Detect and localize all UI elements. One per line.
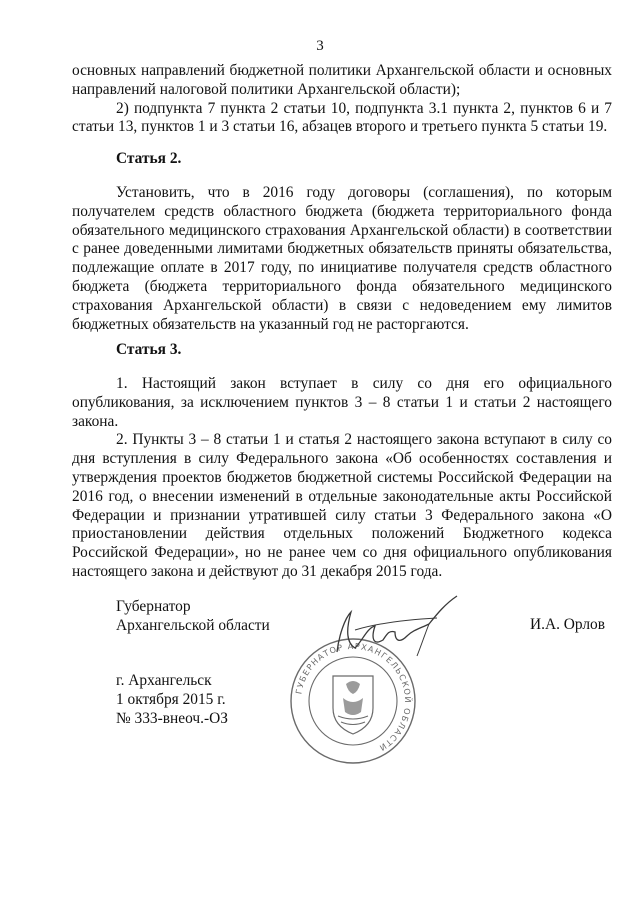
law-date: 1 октября 2015 г.	[116, 690, 226, 708]
signature-title-line-2: Архангельской области	[116, 616, 270, 634]
page-number: 3	[316, 38, 324, 54]
law-number: № 333-внеоч.-ОЗ	[116, 709, 228, 727]
place-date-block	[116, 672, 228, 728]
seal-text: ГУБЕРНАТОР АРХАНГЕЛЬСКОЙ ОБЛАСТИ	[293, 640, 414, 754]
signatory-name: И.А. Орлов	[530, 616, 606, 633]
article-2-body	[72, 184, 612, 334]
article-3-body	[72, 375, 612, 582]
article-2-heading: Статья 2.	[116, 150, 182, 167]
article-3-paragraph-2: 2. Пункты 3 – 8 статьи 1 и статья 2 настоящего закона вступают в силу со дня вступления в силу Федерального закона «Об особенностях составления и утверждения проектов бюджетов бюджетной системы Российской Федерации на 2016 год, о внесении изменений в отдельные законодательные акты Российской Федерации и признании утратившей силу статьи 3 Федерального закона «О приостановлении действия отдельных положений Бюджетного кодекса Российской Федерации», но не ранее чем со дня официального опубликования настоящего закона и действуют до 31 декабря 2015 года.	[72, 431, 612, 580]
article-3-heading: Статья 3.	[116, 341, 182, 358]
signature-title-line-1: Губернатор	[116, 598, 191, 615]
article-3-paragraph-1: 1. Настоящий закон вступает в силу со дня его официального опубликования, за исключением пунктов 3 – 8 статьи 1 и статьи 2 настоящего закона.	[72, 375, 612, 430]
handwritten-signature-icon	[325, 590, 475, 670]
continuation-block	[72, 62, 612, 137]
continuation-item-2: 2) подпункта 7 пункта 2 статьи 10, подпункта 3.1 пункта 2, пунктов 6 и 7 статьи 13, пунктов 1 и 3 статьи 16, абзацев второго и третьего пункта 5 статьи 19.	[72, 99, 612, 136]
article-2-paragraph: Установить, что в 2016 году договоры (соглашения), по которым получателем средств областного бюджета (бюджета территориального фонда обязательного медицинского страхования Архангельской области) в соответствии с ранее доведенными лимитами бюджетных обязательств приняты обязательства, подлежащие оплате в 2017 году, по инициативе получателя средств областного бюджета (бюджета территориального фонда обязательного медицинского страхования Архангельской области) в связи с недоведением ему лимитов бюджетных обязательств на указанный год не расторгаются.	[72, 184, 612, 333]
place-city: г. Архангельск	[116, 672, 212, 689]
continuation-line: основных направлений бюджетной политики Архангельской области и основных направлений налоговой политики Архангельской области);	[72, 62, 612, 98]
signature-title	[116, 598, 270, 636]
